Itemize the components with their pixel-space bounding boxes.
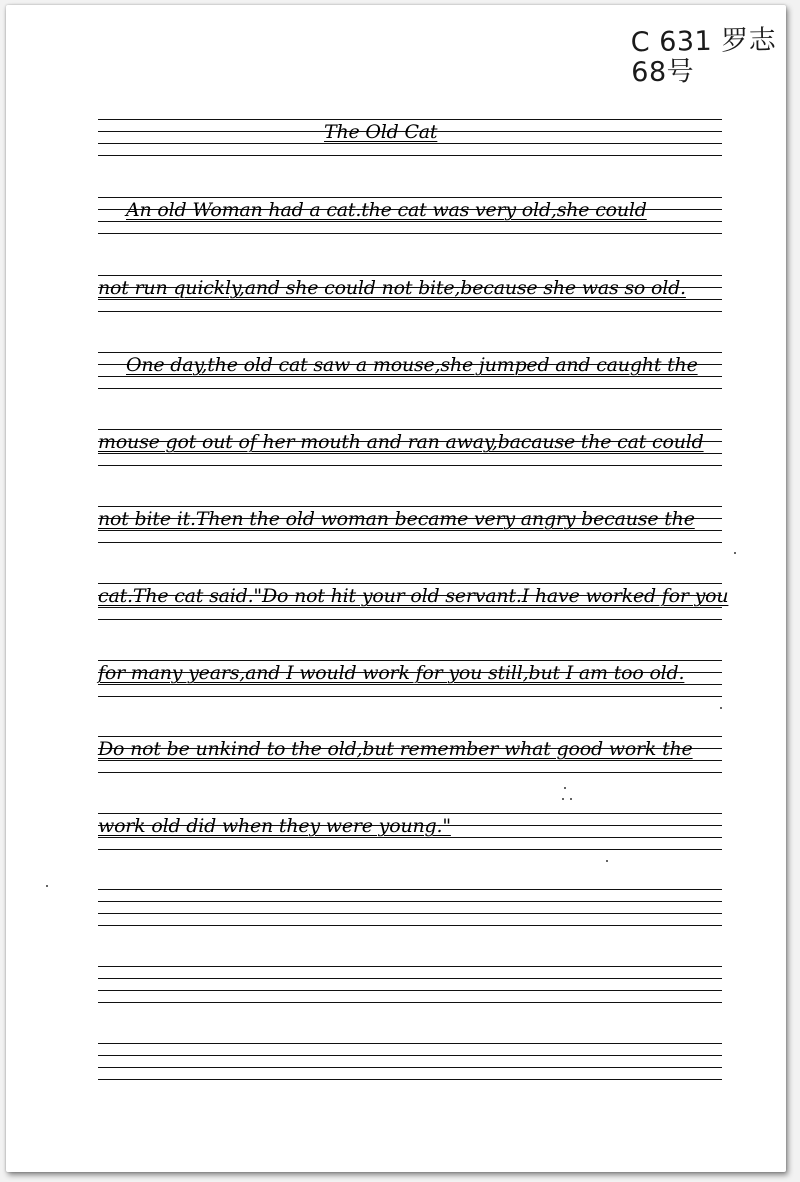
scan-speck bbox=[46, 885, 48, 887]
essay-line: An old Woman had a cat.the cat was very old,she could bbox=[126, 199, 647, 221]
essay-line: work old did when they were young." bbox=[98, 815, 451, 837]
empty-line-3 bbox=[98, 1043, 722, 1079]
scan-speck bbox=[562, 798, 564, 800]
title-line bbox=[98, 119, 722, 155]
essay-line: One day,the old cat saw a mouse,she jumped and caught the bbox=[126, 354, 698, 376]
scan-speck bbox=[720, 707, 722, 709]
text-line-1 bbox=[98, 197, 722, 233]
handwriting-sheet bbox=[6, 5, 786, 1172]
text-line-5 bbox=[98, 506, 722, 542]
corner-annotation bbox=[630, 26, 777, 89]
essay-line: mouse got out of her mouth and ran away,bacause the cat could bbox=[98, 431, 704, 453]
text-line-3 bbox=[98, 352, 722, 388]
scan-speck bbox=[564, 787, 566, 789]
essay-title: The Old Cat bbox=[324, 121, 438, 143]
essay-line: not bite it.Then the old woman became very angry because the bbox=[98, 508, 695, 530]
essay-line: cat.The cat said."Do not hit your old servant.I have worked for you bbox=[98, 585, 729, 607]
text-line-7 bbox=[98, 660, 722, 696]
essay-line: not run quickly,and she could not bite,because she was so old. bbox=[98, 277, 686, 299]
empty-line-1 bbox=[98, 889, 722, 925]
text-line-2 bbox=[98, 275, 722, 311]
corner-annotation-number: 68号 bbox=[630, 56, 695, 89]
text-line-6 bbox=[98, 583, 729, 619]
text-line-4 bbox=[98, 429, 722, 465]
text-line-8 bbox=[98, 736, 722, 772]
corner-annotation-class: C 631 罗志 bbox=[630, 24, 777, 59]
scan-speck bbox=[734, 552, 736, 554]
scan-speck bbox=[570, 798, 572, 800]
scan-speck bbox=[606, 860, 608, 862]
empty-line-2 bbox=[98, 966, 722, 1002]
text-line-9 bbox=[98, 813, 722, 849]
essay-line: Do not be unkind to the old,but remember what good work the bbox=[98, 738, 693, 760]
essay-line: for many years,and I would work for you still,but I am too old. bbox=[98, 662, 685, 684]
